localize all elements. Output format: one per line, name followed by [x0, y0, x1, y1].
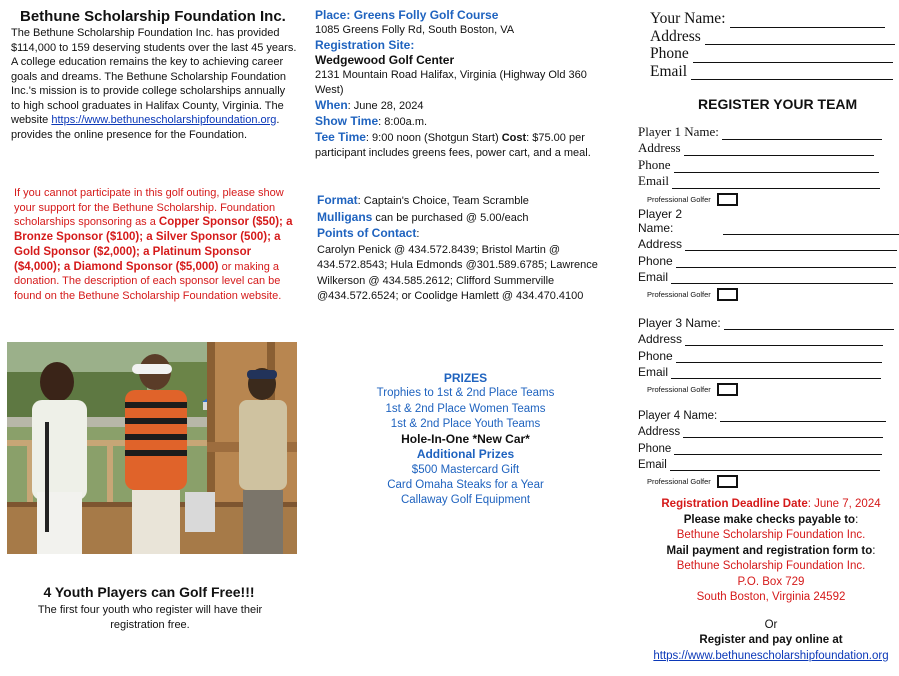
online-label: Register and pay online at	[699, 634, 843, 646]
contacts-list: Carolyn Penick @ 434.572.8439; Bristol Martin @ 434.572.8543; Hula Edmonds @301.589.6785; Lawrence Wilkerson @ 434.585.2612; Clifford Summerville @434.572.6524; or Coolidge Hamlett @ 434.470.4100	[317, 243, 598, 302]
additional-prize: Card Omaha Steaks for a Year	[387, 479, 544, 492]
player-2-block	[638, 206, 899, 301]
email-field[interactable]	[691, 68, 893, 80]
mailing-info	[630, 497, 899, 664]
email-label: Email	[650, 62, 688, 80]
player-phone-field[interactable]	[674, 162, 879, 173]
event-info	[315, 8, 605, 161]
sponsor-outro: or making a donation. The description of each sponsor level can be found on the Bethune Scholarship Foundation website.	[14, 260, 282, 302]
sponsor-intro: If you cannot participate in this golf outing, please show your support for the Bethune Scholarship. Foundation scholarships sponsoring as a	[14, 187, 284, 229]
format-info	[317, 193, 607, 305]
player-4-block	[638, 405, 886, 488]
hole-in-one: Hole-In-One *New Car*	[401, 432, 530, 447]
mail-address-line-3: South Boston, Virginia 24592	[696, 591, 846, 603]
player-name-field[interactable]	[720, 411, 886, 422]
player-address-label: Address	[638, 140, 681, 155]
show-time-value: : 8:00a.m.	[378, 116, 428, 128]
address-label: Address	[650, 27, 701, 45]
player-email-label: Email	[638, 459, 667, 471]
cost-value: : $75.00 per participant includes greens fees, power cart, and a meal.	[315, 132, 591, 159]
professional-golfer-checkbox[interactable]	[717, 383, 738, 396]
player-name-field[interactable]	[724, 319, 894, 330]
player-phone-field[interactable]	[676, 257, 896, 268]
contact-form	[650, 10, 895, 80]
your-name-field[interactable]	[730, 16, 885, 28]
player-name-label: Player 1 Name:	[638, 123, 719, 139]
org-website-link[interactable]: https://www.bethunescholarshipfoundation.org	[51, 114, 277, 126]
additional-prizes-heading: Additional Prizes	[416, 447, 515, 462]
contacts-label: Points of Contact	[317, 226, 417, 240]
format-value: : Captain's Choice, Team Scramble	[357, 195, 529, 207]
when-label: When	[315, 98, 348, 112]
format-label: Format	[317, 193, 358, 207]
registration-site-name: Wedgewood Golf Center	[315, 53, 455, 67]
your-name-label: Your Name:	[650, 10, 726, 27]
golfers-photo	[7, 342, 297, 554]
payee: Bethune Scholarship Foundation Inc.	[676, 529, 866, 541]
player-address-field[interactable]	[685, 240, 897, 251]
player-address-field[interactable]	[683, 427, 883, 438]
checks-colon: :	[855, 513, 859, 526]
player-name-field[interactable]	[722, 129, 882, 140]
registration-link[interactable]: https://www.bethunescholarshipfoundation.org	[653, 649, 889, 662]
mail-colon: :	[872, 544, 876, 557]
player-address-field[interactable]	[684, 145, 874, 156]
checks-label: Please make checks payable to	[683, 513, 856, 526]
when-value: : June 28, 2024	[347, 100, 424, 112]
sponsor-levels: a Bronze Sponsor ($100); a Silver Sponsor (500); a Gold Sponsor ($2,000); a Platinum Sponsor ($4,000); a Diamond Sponsor ($5,000)	[14, 216, 293, 273]
tee-time-label: Tee Time	[315, 130, 366, 144]
player-name-label: Player 2 Name:	[638, 206, 683, 235]
org-title: Bethune Scholarship Foundation Inc.	[20, 8, 286, 25]
cost-label: Cost	[501, 132, 527, 144]
org-after-link: provides the online presence for the Foundation.	[11, 128, 248, 141]
player-1-block	[638, 123, 882, 206]
player-email-field[interactable]	[671, 368, 881, 379]
mulligans-label: Mulligans	[317, 209, 373, 224]
player-phone-label: Phone	[638, 442, 672, 455]
player-phone-label: Phone	[638, 253, 673, 268]
prizes-section	[308, 371, 623, 509]
professional-golfer-label: Professional Golfer	[647, 195, 711, 204]
mail-label: Mail payment and registration form to	[666, 544, 873, 557]
player-email-field[interactable]	[672, 178, 880, 189]
player-phone-field[interactable]	[676, 352, 882, 363]
prize-item: 1st & 2nd Place Women Teams	[385, 402, 546, 415]
player-address-label: Address	[638, 237, 683, 251]
additional-prize: $500 Mastercard Gift	[411, 463, 520, 476]
player-email-field[interactable]	[671, 273, 893, 284]
player-email-label: Email	[638, 173, 670, 188]
mail-address-line-1: Bethune Scholarship Foundation Inc.	[676, 560, 866, 572]
register-team-title: REGISTER YOUR TEAM	[698, 96, 858, 112]
registration-site-address: 2131 Mountain Road Halifax, Virginia (Highway Old 360 West)	[315, 69, 587, 96]
phone-field[interactable]	[693, 51, 893, 63]
player-phone-label: Phone	[638, 348, 673, 363]
sponsor-copper: Copper Sponsor ($50);	[158, 216, 283, 229]
professional-golfer-label: Professional Golfer	[647, 385, 711, 394]
player-phone-field[interactable]	[674, 444, 882, 455]
youth-title: 4 Youth Players can Golf Free!!!	[43, 584, 255, 600]
mail-address-line-2: P.O. Box 729	[737, 575, 805, 588]
org-body-text: The Bethune Scholarship Foundation Inc. has provided $114,000 to 159 deserving students over the last 45 years. A college education remains the key to achieving career goals and dreams. The Bethune Scholarship Foundation Inc.'s mission is to provide college scholarships annually to high school graduates in Halifax County, Virginia. The website	[11, 27, 297, 126]
player-address-label: Address	[638, 426, 681, 438]
tee-time-value: : 9:00 noon (Shotgun Start)	[365, 132, 502, 144]
org-description	[11, 26, 297, 142]
player-3-block	[638, 313, 894, 396]
player-address-label: Address	[638, 332, 683, 346]
professional-golfer-checkbox[interactable]	[717, 193, 738, 206]
sponsor-info	[14, 186, 298, 304]
player-name-label: Player 4 Name:	[638, 409, 718, 422]
professional-golfer-checkbox[interactable]	[717, 475, 738, 488]
professional-golfer-checkbox[interactable]	[717, 288, 738, 301]
deadline-value: : June 7, 2024	[807, 498, 881, 510]
player-email-label: Email	[638, 270, 669, 284]
registration-site-label: Registration Site:	[315, 38, 415, 52]
professional-golfer-label: Professional Golfer	[647, 290, 711, 299]
player-name-label: Player 3 Name:	[638, 315, 721, 330]
contacts-colon: :	[416, 228, 420, 240]
prize-item: 1st & 2nd Place Youth Teams	[390, 417, 541, 430]
or-text: Or	[764, 618, 778, 631]
place-address: 1085 Greens Folly Rd, South Boston, VA	[315, 24, 515, 36]
phone-label: Phone	[650, 45, 689, 62]
additional-prize: Callaway Golf Equipment	[400, 494, 531, 507]
player-phone-label: Phone	[638, 156, 671, 172]
address-field[interactable]	[705, 33, 895, 45]
player-address-field[interactable]	[685, 335, 883, 346]
prize-item: Trophies to 1st & 2nd Place Teams	[376, 387, 555, 400]
place-label: Place: Greens Folly Golf Course	[315, 8, 499, 22]
show-time-label: Show Time	[315, 114, 379, 128]
prizes-heading: PRIZES	[443, 371, 488, 385]
professional-golfer-label: Professional Golfer	[647, 477, 711, 486]
org-link-suffix: .	[276, 114, 280, 126]
player-email-field[interactable]	[670, 460, 880, 471]
deadline-label: Registration Deadline Date	[661, 498, 808, 510]
player-name-field[interactable]	[723, 224, 899, 235]
player-email-label: Email	[638, 365, 669, 379]
mulligans-value: can be purchased @ 5.00/each	[372, 211, 529, 224]
youth-body: The first four youth who register will have their registration free.	[37, 604, 263, 631]
